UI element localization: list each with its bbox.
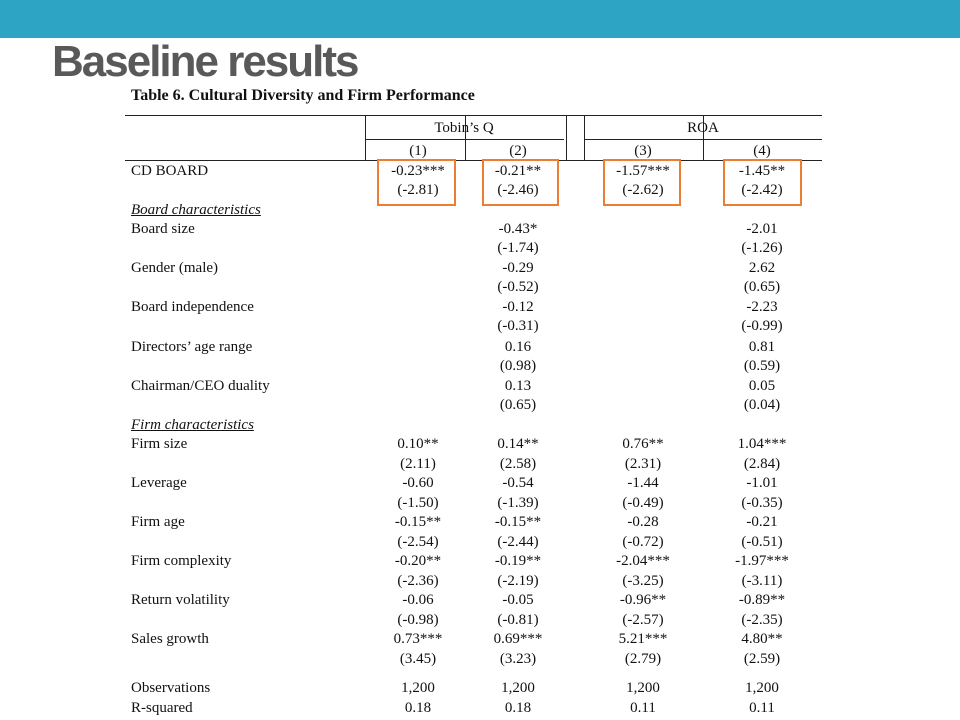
coef-cell: -2.04*** — [616, 553, 670, 569]
coef-cell: -1.57*** — [616, 163, 670, 179]
tstat-cell: (0.59) — [743, 358, 781, 374]
tstat-cell: (-1.26) — [741, 240, 783, 256]
coef-cell: 0.10** — [397, 436, 439, 452]
tstat-cell: (-0.81) — [497, 612, 539, 628]
coef-cell: -0.96** — [619, 592, 667, 608]
coef-cell: 5.21*** — [618, 631, 668, 647]
tstat-cell: (-2.62) — [622, 182, 664, 198]
tstat-cell: (-2.57) — [622, 612, 664, 628]
observations-cell: 1,200 — [626, 680, 660, 696]
group-header-roa: ROA — [687, 120, 719, 136]
highlight-box-col3 — [603, 159, 681, 206]
coef-cell: 0.13 — [504, 378, 532, 394]
coef-cell: -0.23*** — [391, 163, 445, 179]
row-label-board-size: Board size — [131, 221, 195, 237]
row-label-observations: Observations — [131, 680, 211, 696]
row-label-board-independence: Board independence — [131, 299, 254, 315]
tstat-cell: (-2.46) — [497, 182, 539, 198]
column-header: (2) — [509, 143, 527, 159]
tstat-cell: (-0.35) — [741, 495, 783, 511]
row-label-firm-size: Firm size — [131, 436, 188, 452]
coef-cell: -0.21 — [746, 514, 778, 530]
coef-cell: -0.28 — [627, 514, 659, 530]
r-squared-cell: 0.18 — [504, 700, 532, 716]
tstat-cell: (-0.31) — [497, 318, 539, 334]
coef-cell: -0.89** — [738, 592, 786, 608]
tstat-cell: (3.23) — [499, 651, 537, 667]
tstat-cell: (2.11) — [400, 456, 436, 472]
coef-cell: 0.73*** — [393, 631, 443, 647]
tstat-cell: (0.04) — [743, 397, 781, 413]
section-firm-characteristics: Firm characteristics — [131, 417, 254, 433]
column-header: (1) — [409, 143, 427, 159]
row-label-leverage: Leverage — [131, 475, 187, 491]
tstat-cell: (-2.35) — [741, 612, 783, 628]
row-label-firm-age: Firm age — [131, 514, 185, 530]
coef-cell: -0.05 — [502, 592, 534, 608]
coef-cell: 0.69*** — [493, 631, 543, 647]
tstat-cell: (3.45) — [399, 651, 437, 667]
slide-title: Baseline results — [52, 37, 358, 86]
column-header: (4) — [753, 143, 771, 159]
coef-cell: -0.15** — [394, 514, 442, 530]
coef-cell: -0.15** — [494, 514, 542, 530]
row-label-return-volatility: Return volatility — [131, 592, 230, 608]
coef-cell: 2.62 — [748, 260, 776, 276]
table-caption: Table 6. Cultural Diversity and Firm Performance — [131, 87, 475, 104]
coef-cell: 0.81 — [748, 339, 776, 355]
row-label-r-squared: R-squared — [131, 700, 193, 716]
tstat-cell: (-2.36) — [397, 573, 439, 589]
tstat-cell: (2.79) — [624, 651, 662, 667]
r-squared-cell: 0.11 — [749, 700, 775, 716]
r-squared-cell: 0.11 — [630, 700, 656, 716]
tstat-cell: (-0.49) — [622, 495, 664, 511]
tstat-cell: (-0.51) — [741, 534, 783, 550]
coef-cell: 1.04*** — [737, 436, 787, 452]
tstat-cell: (-3.11) — [741, 573, 783, 589]
tstat-cell: (-0.99) — [741, 318, 783, 334]
tstat-cell: (-2.42) — [741, 182, 783, 198]
coef-cell: -2.01 — [746, 221, 778, 237]
observations-cell: 1,200 — [501, 680, 535, 696]
row-label-gender: Gender (male) — [131, 260, 219, 276]
row-label-directors-age-range: Directors’ age range — [131, 339, 253, 355]
top-accent-bar — [0, 0, 960, 38]
coef-cell: 0.76** — [622, 436, 664, 452]
tstat-cell: (-0.98) — [397, 612, 439, 628]
coef-cell: -1.01 — [746, 475, 778, 491]
row-label-sales-growth: Sales growth — [131, 631, 209, 647]
column-header-rule — [125, 160, 822, 161]
highlight-box-col4 — [723, 159, 802, 206]
tstat-cell: (-2.44) — [497, 534, 539, 550]
tstat-cell: (2.58) — [499, 456, 537, 472]
coef-cell: 4.80** — [741, 631, 783, 647]
coef-cell: -0.29 — [502, 260, 534, 276]
tstat-cell: (-1.74) — [497, 240, 539, 256]
coef-cell: -2.23 — [746, 299, 778, 315]
observations-cell: 1,200 — [401, 680, 435, 696]
tstat-cell: (2.31) — [624, 456, 662, 472]
coef-cell: 0.05 — [748, 378, 776, 394]
coef-cell: -0.54 — [502, 475, 534, 491]
row-label-firm-complexity: Firm complexity — [131, 553, 232, 569]
observations-cell: 1,200 — [745, 680, 779, 696]
coef-cell: 0.14** — [497, 436, 539, 452]
highlight-box-col2 — [482, 159, 559, 206]
tstat-cell: (-0.52) — [497, 279, 539, 295]
tstat-cell: (-1.39) — [497, 495, 539, 511]
coef-cell: -1.45** — [738, 163, 786, 179]
row-label-cd-board: CD BOARD — [131, 163, 209, 179]
tstat-cell: (2.59) — [743, 651, 781, 667]
coef-cell: -0.06 — [402, 592, 434, 608]
coef-cell: -0.20** — [394, 553, 442, 569]
group-header-tobins-q: Tobin’s Q — [434, 120, 494, 136]
coef-cell: -1.44 — [627, 475, 659, 491]
r-squared-cell: 0.18 — [404, 700, 432, 716]
coef-cell: -0.19** — [494, 553, 542, 569]
coef-cell: -0.12 — [502, 299, 534, 315]
column-separator — [584, 116, 585, 160]
highlight-box-col1 — [377, 159, 456, 206]
table-top-rule — [125, 115, 822, 116]
tstat-cell: (-2.19) — [497, 573, 539, 589]
tstat-cell: (0.98) — [499, 358, 537, 374]
tstat-cell: (-2.81) — [397, 182, 439, 198]
section-board-characteristics: Board characteristics — [131, 202, 261, 218]
tstat-cell: (2.84) — [743, 456, 781, 472]
tstat-cell: (-0.72) — [622, 534, 664, 550]
tstat-cell: (-2.54) — [397, 534, 439, 550]
column-header: (3) — [634, 143, 652, 159]
tstat-cell: (0.65) — [499, 397, 537, 413]
tstat-cell: (-1.50) — [397, 495, 439, 511]
row-label-chairman-ceo-duality: Chairman/CEO duality — [131, 378, 270, 394]
tstat-cell: (-3.25) — [622, 573, 664, 589]
tstat-cell: (0.65) — [743, 279, 781, 295]
coef-cell: -1.97*** — [735, 553, 789, 569]
coef-cell: 0.16 — [504, 339, 532, 355]
coef-cell: -0.60 — [402, 475, 434, 491]
coef-cell: -0.21** — [494, 163, 542, 179]
coef-cell: -0.43* — [498, 221, 538, 237]
